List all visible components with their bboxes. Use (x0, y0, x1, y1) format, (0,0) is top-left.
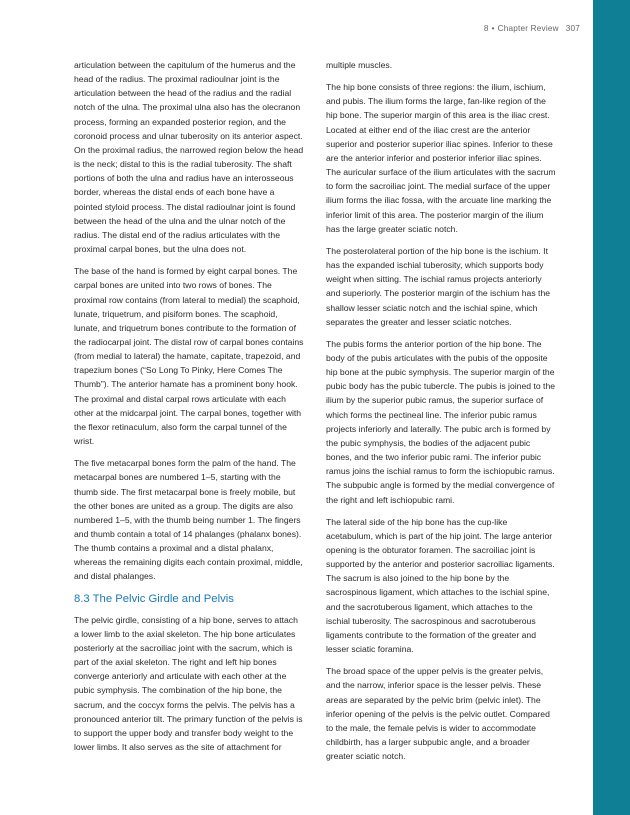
section-heading[interactable]: 8.3 The Pelvic Girdle and Pelvis (74, 592, 234, 605)
running-header (380, 24, 580, 33)
paragraph: multiple muscles. (326, 60, 393, 70)
page-number: 307 (565, 24, 580, 33)
paragraph: The broad space of the upper pelvis is the greater pelvis, and the narrow, inferior space is the lesser pelvis. These areas are separated by the pelvic brim (pelvic inlet). The inferior opening of the pelvis is the pelvic outlet. Compared to the male, the female pelvis is wider to accommodate childbirth, has a larger subpubic angle, and a broader greater sciatic notch. (326, 666, 550, 762)
paragraph: The posterolateral portion of the hip bone is the ischium. It has the expanded ischial tuberosity, which supports body weight when sitting. The ischial ramus projects anteriorly and superiorly. The posterior margin of the ischium has the shallow lesser sciatic notch and the ischial spine, which separates the greater and lesser sciatic notches. (326, 245, 551, 327)
chapter-title: Chapter Review (497, 24, 559, 33)
side-color-bar (593, 0, 630, 815)
paragraph: The pubis forms the anterior portion of the hip bone. The body of the pubis articulates with the pubis of the opposite hip bone at the pubic symphysis. The superior margin of the pubic body has the pubic tubercle. The pubis is joined to the ilium by the superior pubic ramus, the superior surface of which forms the pectineal line. The inferior pubic ramus projects inferiorly and laterally. The pubic arch is formed by the pubic symphysis, the bodies of the adjacent pubic bones, and the two inferior pubic rami. The inferior pubic ramus joins the ischial ramus to form the ischiopubic ramus. The subpubic angle is formed by the medial convergence of the right and left ischiopubic rami. (326, 338, 556, 505)
paragraph: articulation between the capitulum of the humerus and the head of the radius. The proximal radioulnar joint is the articulation between the head of the radius and the radial notch of the ulna. The proximal ulna also has the olecranon process, forming an expanded posterior region, and the coronoid process and ulnar tuberosity on its anterior aspect. On the proximal radius, the narrowed region below the head is the neck; distal to this is the radial tuberosity. The shaft portions of both the ulna and radius have an interosseous border, whereas the distal ends of each bone have a pointed styloid process. The distal radioulnar joint is found between the head of the ulna and the ulnar notch of the radius. The distal end of the radius articulates with the proximal carpal bones, but the ulna does not. (74, 60, 304, 255)
header-bullet: • (491, 24, 495, 33)
paragraph: The five metacarpal bones form the palm of the hand. The metacarpal bones are numbered 1–5, starting with the thumb side. The first metacarpal bone is freely mobile, but the other bones are united as a group. The digits are also numbered 1–5, with the thumb being number 1. The fingers and thumb contain a total of 14 phalanges (phalanx bones). The thumb contains a proximal and a distal phalanx, whereas the remaining digits each contain proximal, middle, and distal phalanges. (74, 458, 303, 582)
right-column (326, 58, 556, 771)
paragraph: The base of the hand is formed by eight carpal bones. The carpal bones are united into two rows of bones. The proximal row contains (from lateral to medial) the scaphoid, lunate, triquetrum, and pisiform bones. The scaphoid, lunate, and triquetrum bones contribute to the formation of the radiocarpal joint. The distal row of carpal bones contains (from medial to lateral) the hamate, capitate, trapezoid, and trapezium bones (“So Long To Pinky, Here Comes The Thumb”). The anterior hamate has a prominent bony hook. The proximal and distal carpal rows articulate with each other at the midcarpal joint. The carpal bones, together with the flexor retinaculum, also form the carpal tunnel of the wrist. (74, 266, 304, 447)
paragraph: The lateral side of the hip bone has the cup-like acetabulum, which is part of the hip joint. The large anterior opening is the obturator foramen. The sacroiliac joint is supported by the anterior and posterior sacroiliac ligaments. The sacrum is also joined to the hip bone by the sacrospinous ligament, which attaches to the ischial spine, and the sacrotuberous ligament, which attaches to the ischial tuberosity. The sacrospinous and sacrotuberous ligaments contribute to the formation of the greater and lesser sciatic foramina. (326, 516, 555, 655)
paragraph: The hip bone consists of three regions: the ilium, ischium, and pubis. The ilium forms the large, fan-like region of the hip bone. The superior margin of this area is the iliac crest. Located at either end of the iliac crest are the anterior superior and posterior superior iliac spines. Inferior to these are the anterior inferior and posterior inferior iliac spines. The auricular surface of the ilium articulates with the sacrum to form the sacroiliac joint. The medial surface of the upper ilium forms the iliac fossa, with the arcuate line marking the inferior limit of this area. The posterior margin of the ilium has the large greater sciatic notch. (326, 82, 556, 234)
left-column (74, 58, 304, 762)
chapter-number: 8 (483, 24, 489, 33)
paragraph: The pelvic girdle, consisting of a hip bone, serves to attach a lower limb to the axial skeleton. The hip bone articulates posteriorly at the sacroiliac joint with the sacrum, which is part of the axial skeleton. The right and left hip bones converge anteriorly and articulate with each other at the pubic symphysis. The combination of the hip bone, the sacrum, and the coccyx forms the pelvis. The pelvis has a pronounced anterior tilt. The primary function of the pelvis is to support the upper body and transfer body weight to the lower limbs. It also serves as the site of attachment for (74, 614, 303, 753)
